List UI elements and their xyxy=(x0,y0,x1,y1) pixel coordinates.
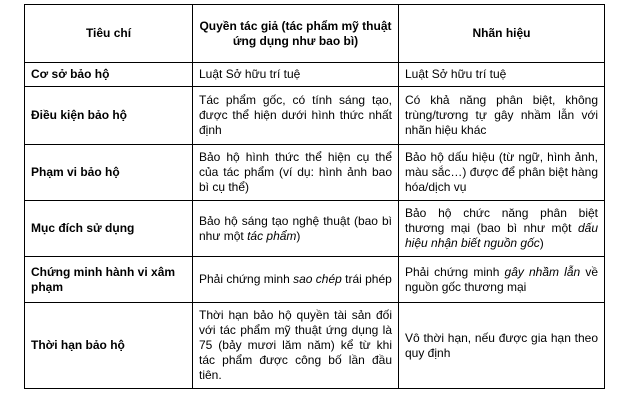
header-criteria: Tiêu chí xyxy=(25,5,193,63)
comparison-table xyxy=(24,4,605,389)
row-trademark: Bảo hộ dấu hiệu (từ ngữ, hình ảnh, màu sắc…) được để phân biệt hàng hóa/dịch vụ xyxy=(399,145,605,201)
header-copyright: Quyền tác giả (tác phẩm mỹ thuật ứng dụng như bao bì) xyxy=(193,5,399,63)
header-row xyxy=(25,5,605,63)
row-criteria: Thời hạn bảo hộ xyxy=(25,303,193,389)
row-copyright: Bảo hộ hình thức thể hiện cụ thể của tác phẩm (ví dụ: hình ảnh bao bì cụ thể) xyxy=(193,145,399,201)
row-trademark: Có khả năng phân biệt, không trùng/tương tự gây nhầm lẫn với nhãn hiệu khác xyxy=(399,87,605,145)
emphasis: tác phẩm xyxy=(247,228,297,243)
row-criteria: Mục đích sử dụng xyxy=(25,201,193,257)
table-row xyxy=(25,201,605,257)
row-copyright: Bảo hộ sáng tạo nghệ thuật (bao bì như một tác phẩm) xyxy=(193,201,399,257)
row-copyright: Phải chứng minh sao chép trái phép xyxy=(193,257,399,303)
row-copyright: Thời hạn bảo hộ quyền tài sản đối với tác phẩm mỹ thuật ứng dụng là 75 (bảy mươi lăm năm) kể từ khi tác phẩm được công bố lần đầu tiên. xyxy=(193,303,399,389)
row-criteria: Chứng minh hành vi xâm phạm xyxy=(25,257,193,303)
row-criteria: Điều kiện bảo hộ xyxy=(25,87,193,145)
emphasis: dấu hiệu nhận biết nguồn gốc xyxy=(405,221,598,250)
row-criteria: Phạm vi bảo hộ xyxy=(25,145,193,201)
header-trademark: Nhãn hiệu xyxy=(399,5,605,63)
emphasis: gây nhầm lẫn xyxy=(504,264,581,279)
row-trademark: Luật Sở hữu trí tuệ xyxy=(399,63,605,87)
row-trademark: Phải chứng minh gây nhầm lẫn về nguồn gốc thương mại xyxy=(399,257,605,303)
row-copyright: Luật Sở hữu trí tuệ xyxy=(193,63,399,87)
emphasis: sao chép xyxy=(293,272,342,286)
row-copyright: Tác phẩm gốc, có tính sáng tạo, được thể hiện dưới hình thức nhất định xyxy=(193,87,399,145)
table-row xyxy=(25,303,605,389)
row-trademark: Bảo hộ chức năng phân biệt thương mại (bao bì như một dấu hiệu nhận biết nguồn gốc) xyxy=(399,201,605,257)
table-row xyxy=(25,63,605,87)
table-row xyxy=(25,257,605,303)
row-criteria: Cơ sở bảo hộ xyxy=(25,63,193,87)
table-row xyxy=(25,145,605,201)
table-row xyxy=(25,87,605,145)
row-trademark: Vô thời hạn, nếu được gia hạn theo quy định xyxy=(399,303,605,389)
